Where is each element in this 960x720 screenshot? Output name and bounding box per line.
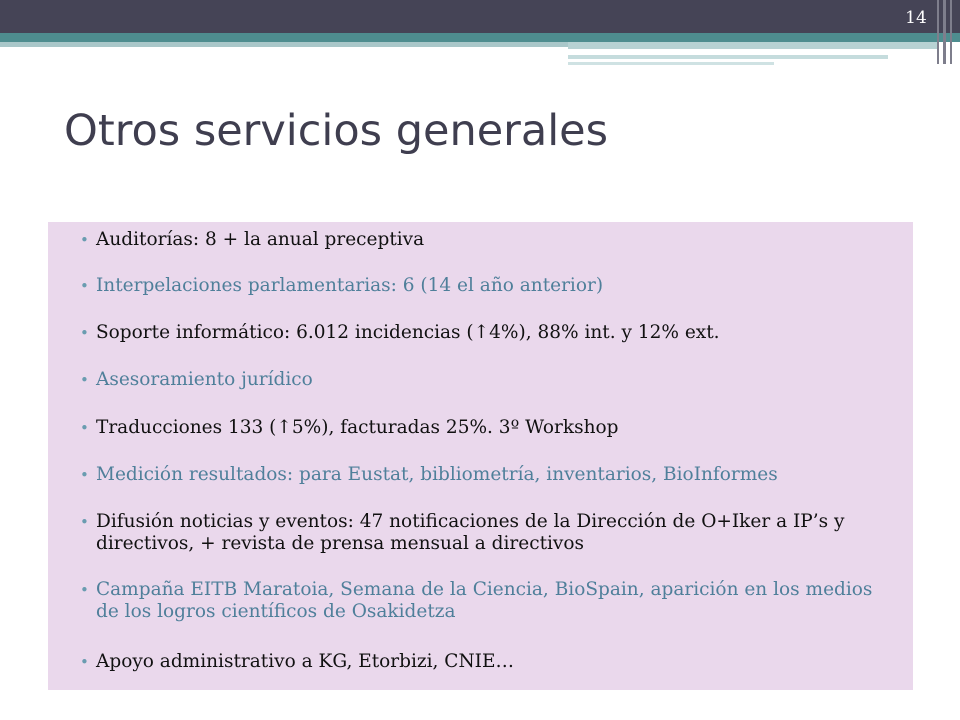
header-bar bbox=[0, 0, 960, 33]
bullet-item bbox=[80, 579, 886, 623]
bullet-icon: • bbox=[80, 581, 89, 599]
bullet-text: Asesoramiento jurídico bbox=[96, 369, 313, 390]
bullet-icon: • bbox=[80, 513, 89, 531]
bullet-item bbox=[80, 322, 886, 344]
bullet-text: Difusión noticias y eventos: 47 notificaciones de la Dirección de O+Iker a IP’s y directivos, + revista de prensa mensual a directivos bbox=[96, 511, 845, 554]
header-vertical-rule bbox=[943, 0, 946, 64]
bullet-item bbox=[80, 651, 886, 673]
content-panel bbox=[48, 222, 913, 690]
header-accent-band bbox=[0, 33, 960, 42]
bullet-text: Traducciones 133 (↑5%), facturadas 25%. 3º Workshop bbox=[96, 417, 619, 438]
slide-title: Otros servicios generales bbox=[64, 106, 609, 156]
bullet-text: Campaña EITB Maratoia, Semana de la Ciencia, BioSpain, aparición en los medios de los logros científicos de Osakidetza bbox=[96, 579, 873, 622]
bullet-icon: • bbox=[80, 231, 89, 249]
header-decoration-line bbox=[568, 42, 938, 49]
bullet-item bbox=[80, 229, 886, 251]
bullet-item bbox=[80, 511, 886, 555]
header-vertical-rule bbox=[950, 0, 952, 64]
bullet-icon: • bbox=[80, 324, 89, 342]
bullet-item bbox=[80, 464, 886, 486]
bullet-text: Medición resultados: para Eustat, bibliometría, inventarios, BioInformes bbox=[96, 464, 778, 485]
bullet-text: Soporte informático: 6.012 incidencias (↑4%), 88% int. y 12% ext. bbox=[96, 322, 720, 343]
bullet-text: Interpelaciones parlamentarias: 6 (14 el año anterior) bbox=[96, 275, 604, 296]
bullet-text: Auditorías: 8 + la anual preceptiva bbox=[96, 229, 425, 250]
bullet-icon: • bbox=[80, 419, 89, 437]
bullet-icon: • bbox=[80, 277, 89, 295]
bullet-icon: • bbox=[80, 466, 89, 484]
slide-number: 14 bbox=[905, 8, 927, 28]
header-decoration-line bbox=[568, 55, 888, 59]
bullet-icon: • bbox=[80, 371, 89, 389]
header-decoration-line bbox=[0, 42, 568, 47]
bullet-item bbox=[80, 275, 886, 297]
bullet-icon: • bbox=[80, 653, 89, 671]
header-decoration-line bbox=[568, 62, 774, 65]
bullet-text: Apoyo administrativo a KG, Etorbizi, CNIE… bbox=[96, 651, 514, 672]
bullet-item bbox=[80, 369, 886, 391]
header-vertical-rule bbox=[937, 0, 939, 64]
bullet-item bbox=[80, 417, 886, 439]
